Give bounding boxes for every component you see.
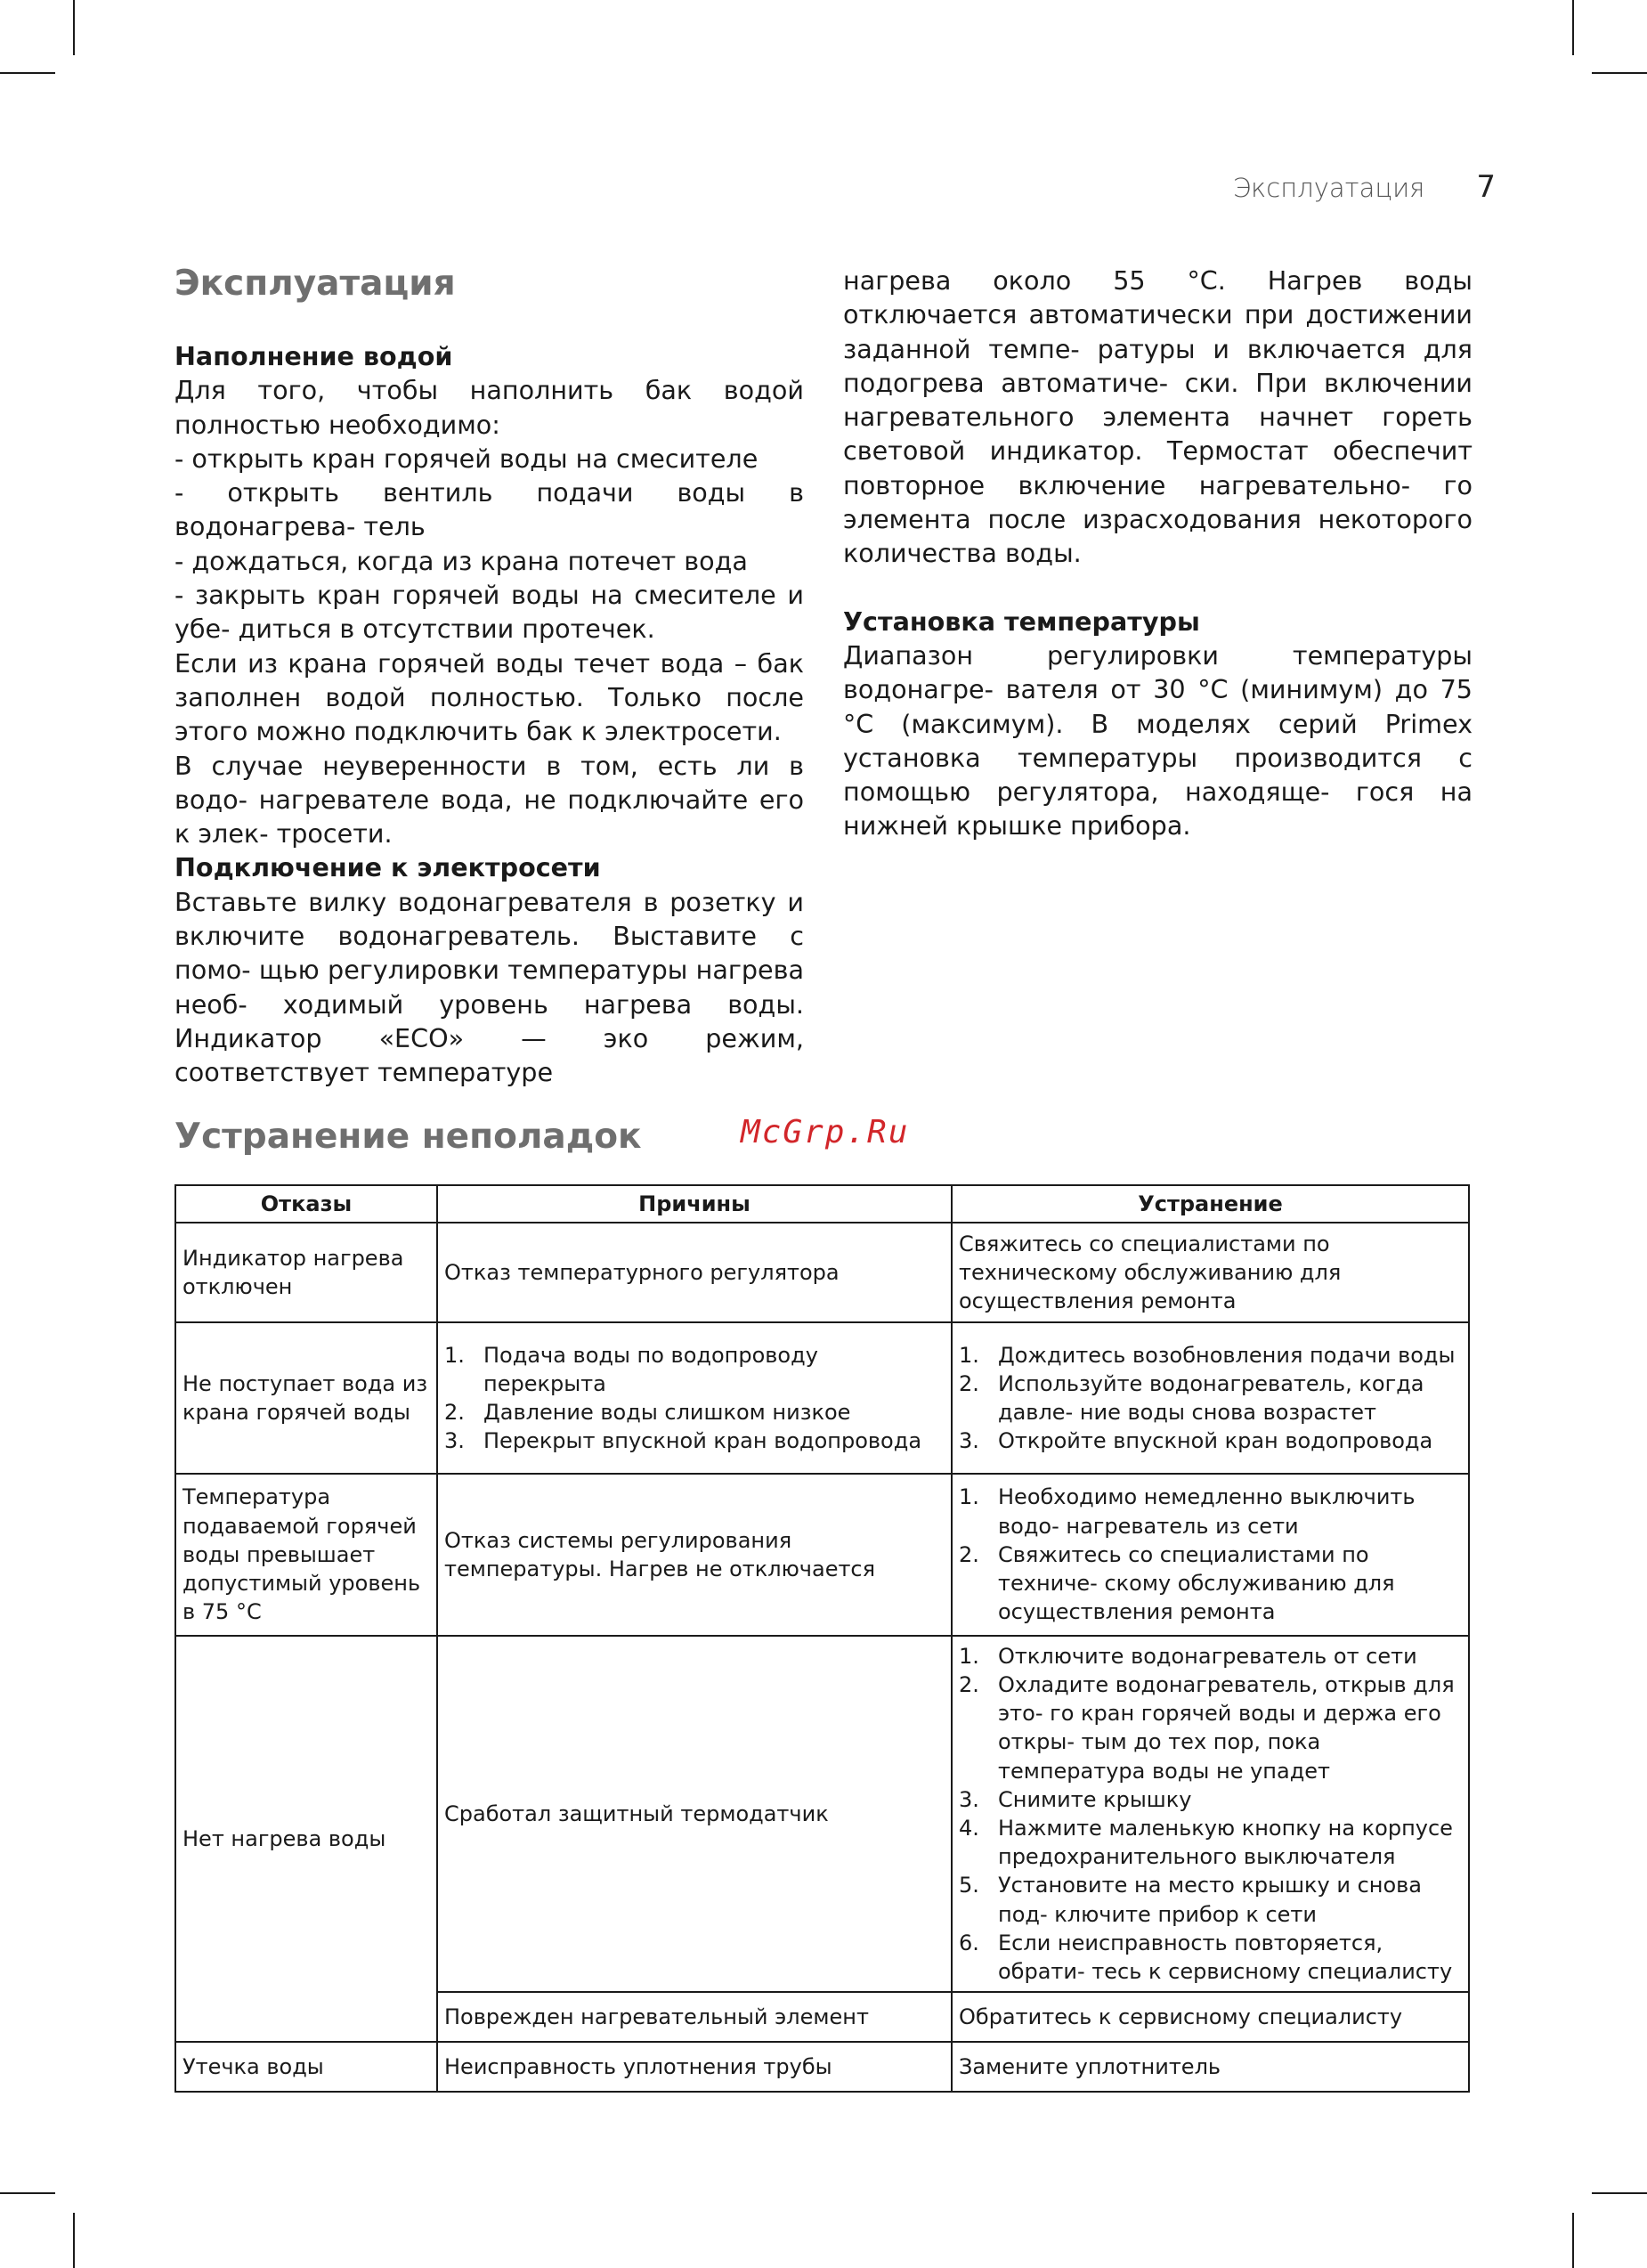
filling-step: - дождаться, когда из крана потечет вода [174, 545, 748, 576]
list-item: 4. Нажмите маленькую кнопку на корпусе предохранительного выключателя [959, 1816, 1453, 1870]
watermark: McGrp.Ru [741, 1114, 910, 1150]
running-head-title: Эксплуатация [1232, 173, 1425, 203]
column-header: Причины [437, 1185, 952, 1223]
fault-cell: Не поступает вода из крана горячей воды [175, 1322, 437, 1474]
table-row [175, 1223, 1469, 1322]
filling-intro: Для того, чтобы наполнить бак водой полностью необходимо: [174, 375, 804, 440]
right-column [843, 264, 1473, 843]
remedy-cell: Замените уплотнитель [952, 2042, 1469, 2092]
spacer [843, 571, 1473, 605]
running-head [1157, 169, 1496, 205]
filling-note: Если из крана горячей воды течет вода – бак заполнен водой полностью. Только после этого можно подключить бак к электросети. [174, 647, 804, 747]
list-item: 3. Откройте впускной кран водопровода [959, 1428, 1433, 1454]
list-item: 3. Снимите крышку [959, 1786, 1192, 1812]
filling-warning: В случае неуверенности в том, есть ли в водо- нагревателе вода, не подключайте его к элек- тросети. [174, 750, 804, 849]
fault-cell: Нет нагрева воды [175, 1636, 437, 2042]
cause-list [444, 1341, 945, 1456]
list-item: 1. Дождитесь возобновления подачи воды [959, 1342, 1456, 1368]
connection-text-continued: нагрева около 55 °C. Нагрев воды отключается автоматически при достижении заданной темпе- ратуры и включается для подогрева автоматиче- ски. При включении нагревательного элемента начнет гореть световой индикатор. Термостат обеспечит повторное включение нагревательно- го элемента после израсходования некоторого количества воды. [843, 265, 1473, 569]
crop-mark [1592, 2192, 1647, 2194]
remedy-list [959, 1642, 1462, 1986]
fault-cell: Температура подаваемой горячей воды превышает допустимый уровень в 75 °C [175, 1474, 437, 1636]
crop-mark [1572, 0, 1574, 55]
table-row [175, 1322, 1469, 1474]
remedy-cell [952, 1474, 1469, 1636]
temperature-heading: Установка температуры [843, 606, 1200, 637]
list-item: 1. Необходимо немедленно выключить водо- нагреватель из сети [959, 1484, 1416, 1539]
cause-cell: Неисправность уплотнения трубы [437, 2042, 952, 2092]
temperature-text: Диапазон регулировки температуры водонагре- вателя от 30 °C (минимум) до 75 °C (максимум). В моделях серий Primex установка температуры производится с помощью регулятора, находяще- гося на нижней крышке прибора. [843, 639, 1473, 841]
remedy-cell [952, 1636, 1469, 1992]
cause-cell: Сработал защитный термодатчик [437, 1636, 952, 1992]
troubleshooting-title: Устранение неполадок [174, 1117, 642, 1157]
crop-mark [0, 72, 55, 74]
list-item: 2. Охладите водонагреватель, открыв для это- го кран горячей воды и держа его откры- тым до тех пор, пока температура воды не упадет [959, 1671, 1455, 1784]
section-title: Эксплуатация [174, 264, 456, 304]
table-row [175, 1636, 1469, 1992]
filling-step: - открыть вентиль подачи воды в водонагрева- тель [174, 477, 804, 542]
remedy-cell [952, 1322, 1469, 1474]
crop-mark [1592, 72, 1647, 74]
list-item: 2. Используйте водонагреватель, когда давле- ние воды снова возрастет [959, 1370, 1424, 1425]
list-item: 1. Отключите водонагреватель от сети [959, 1643, 1417, 1669]
table-row [175, 2042, 1469, 2092]
list-item: 6. Если неисправность повторяется, обрати- тесь к сервисному специалисту [959, 1930, 1453, 1985]
list-item: 3. Перекрыт впускной кран водопровода [444, 1428, 922, 1454]
filling-step: - открыть кран горячей воды на смесителе [174, 443, 759, 474]
cause-cell: Отказ температурного регулятора [437, 1223, 952, 1322]
cause-cell [437, 1322, 952, 1474]
column-header: Устранение [952, 1185, 1469, 1223]
crop-mark [0, 2192, 55, 2194]
filling-step: - закрыть кран горячей воды на смесителе и убе- диться в отсутствии протечек. [174, 580, 804, 645]
crop-mark [73, 2213, 75, 2268]
remedy-cell: Обратитесь к сервисному специалисту [952, 1992, 1469, 2042]
cause-cell: Отказ системы регулирования температуры. Нагрев не отключается [437, 1474, 952, 1636]
list-item: 2. Свяжитесь со специалистами по техниче- скому обслуживанию для осуществления ремонта [959, 1541, 1395, 1625]
remedy-list [959, 1483, 1462, 1626]
table-row [175, 1474, 1469, 1636]
remedy-cell: Свяжитесь со специалистами по техническому обслуживанию для осуществления ремонта [952, 1223, 1469, 1322]
table-header-row [175, 1185, 1469, 1223]
crop-mark [73, 0, 75, 55]
list-item: 2. Давление воды слишком низкое [444, 1400, 851, 1425]
list-item: 1. Подача воды по водопроводу перекрыта [444, 1342, 818, 1396]
list-item: 5. Установите на место крышку и снова под- ключите прибор к сети [959, 1873, 1423, 1927]
page-number: 7 [1476, 169, 1496, 205]
cause-cell: Поврежден нагревательный элемент [437, 1992, 952, 2042]
fault-cell: Индикатор нагрева отключен [175, 1223, 437, 1322]
filling-heading: Наполнение водой [174, 341, 453, 371]
fault-cell: Утечка воды [175, 2042, 437, 2092]
column-header: Отказы [175, 1185, 437, 1223]
crop-mark [1572, 2213, 1574, 2268]
connection-text: Вставьте вилку водонагревателя в розетку и включите водонагреватель. Выставите с помо- щью регулировки температуры нагрева необ- ходимый уровень нагрева воды. Индикатор «ECO» — эко режим, соответствует температуре [174, 886, 804, 1088]
left-column [174, 264, 804, 1090]
remedy-list [959, 1341, 1462, 1456]
troubleshooting-table [174, 1184, 1470, 2093]
connection-heading: Подключение к электросети [174, 852, 601, 883]
